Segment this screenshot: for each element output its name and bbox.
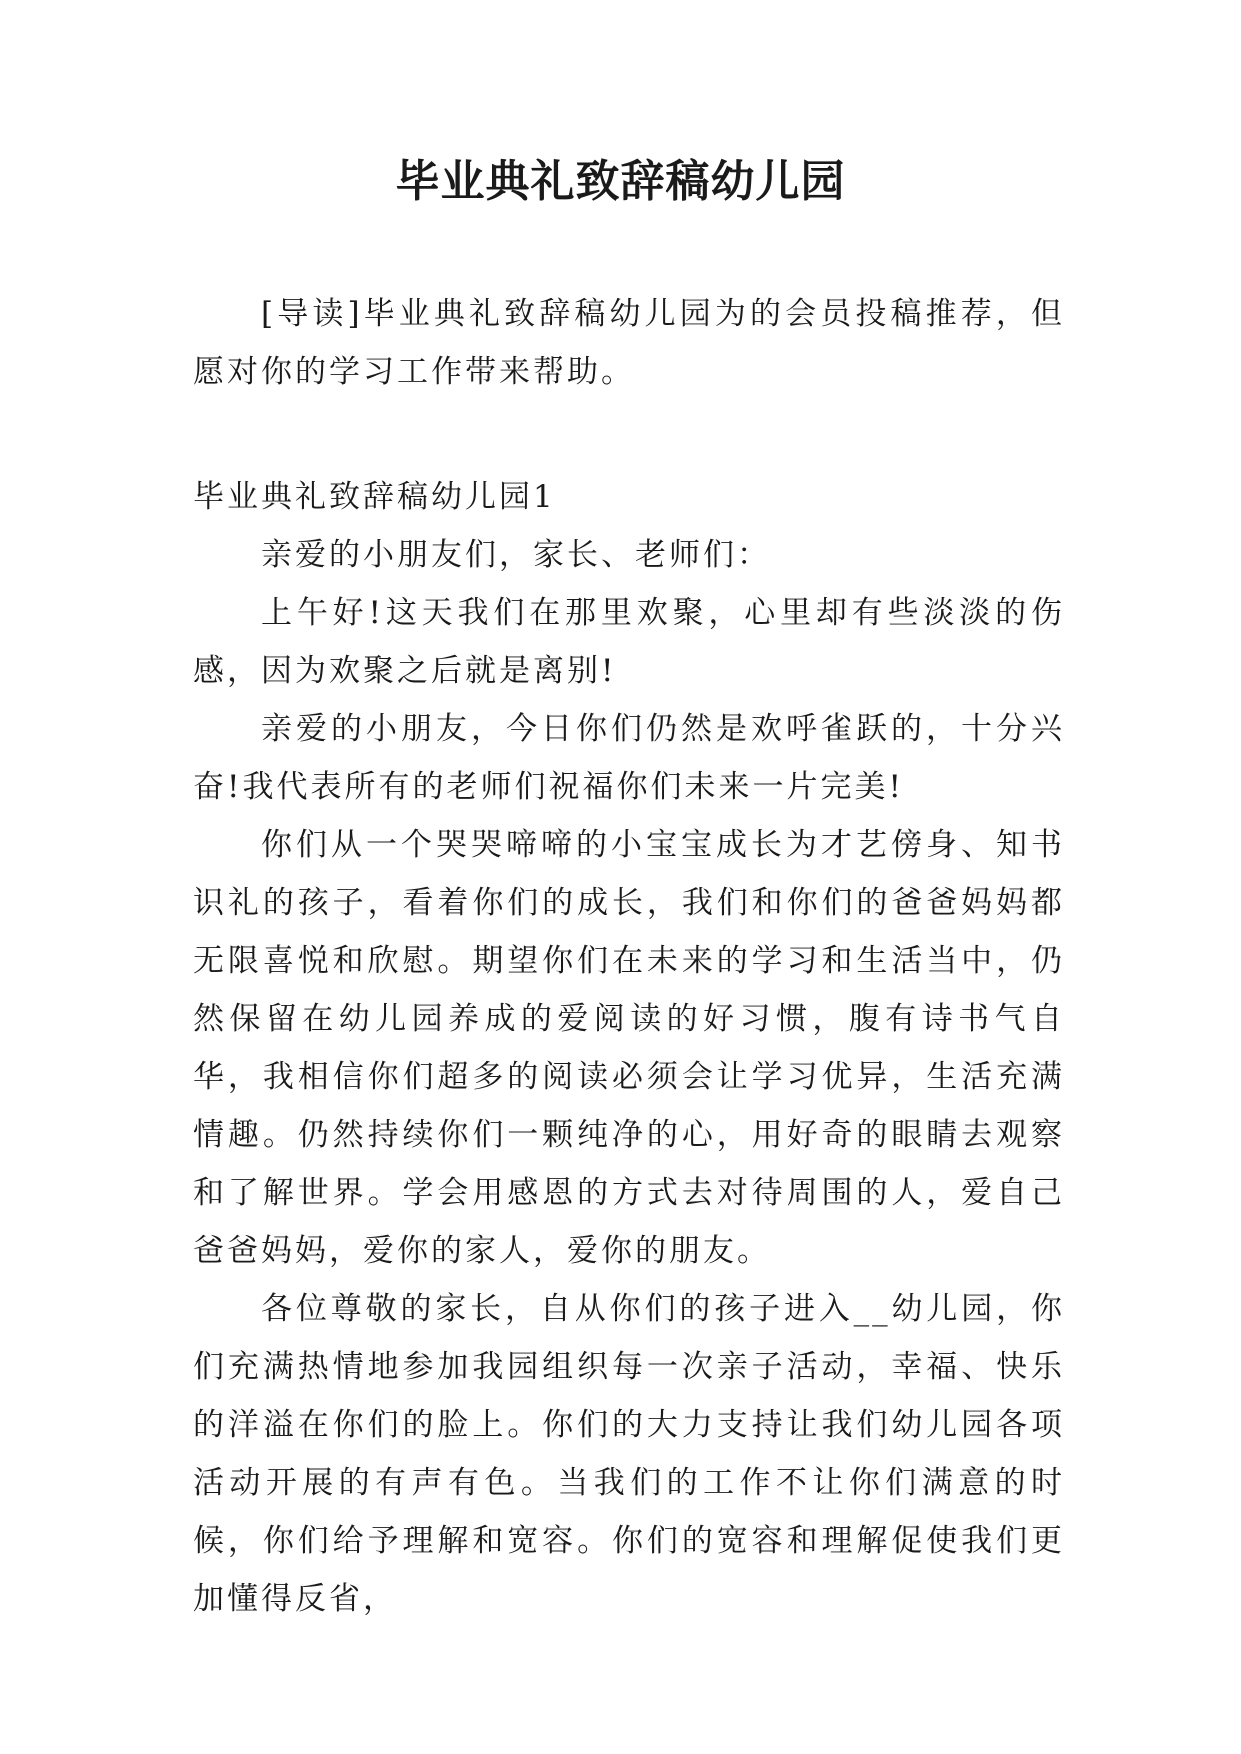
body-paragraph: 亲爱的小朋友，今日你们仍然是欢呼雀跃的，十分兴奋!我代表所有的老师们祝福你们未来一片完美!: [193, 711, 1065, 805]
section-heading: 毕业典礼致辞稿幼儿园1: [193, 479, 556, 515]
body-paragraph: 各位尊敬的家长，自从你们的孩子进入__幼儿园，你们充满热情地参加我园组织每一次亲子活动，幸福、快乐的洋溢在你们的脸上。你们的大力支持让我们幼儿园各项活动开展的有声有色。当我们的工作不让你们满意的时候，你们给予理解和宽容。你们的宽容和理解促使我们更加懂得反省，: [193, 1291, 1065, 1617]
speech-section: [193, 468, 1065, 1628]
body-paragraph: 你们从一个哭哭啼啼的小宝宝成长为才艺傍身、知书识礼的孩子，看着你们的成长，我们和你们的爸爸妈妈都无限喜悦和欣慰。期望你们在未来的学习和生活当中，仍然保留在幼儿园养成的爱阅读的好习惯，腹有诗书气自华，我相信你们超多的阅读必须会让学习优异，生活充满情趣。仍然持续你们一颗纯净的心，用好奇的眼睛去观察和了解世界。学会用感恩的方式去对待周围的人，爱自己爸爸妈妈，爱你的家人，爱你的朋友。: [193, 827, 1065, 1269]
body-paragraph: 上午好!这天我们在那里欢聚，心里却有些淡淡的伤感，因为欢聚之后就是离别!: [193, 595, 1065, 689]
body-paragraph: 亲爱的小朋友们，家长、老师们：: [261, 537, 771, 573]
document-title: 毕业典礼致辞稿幼儿园: [395, 156, 846, 207]
intro-paragraph: [导读]毕业典礼致辞稿幼儿园为的会员投稿推荐，但愿对你的学习工作带来帮助。: [193, 296, 1065, 390]
